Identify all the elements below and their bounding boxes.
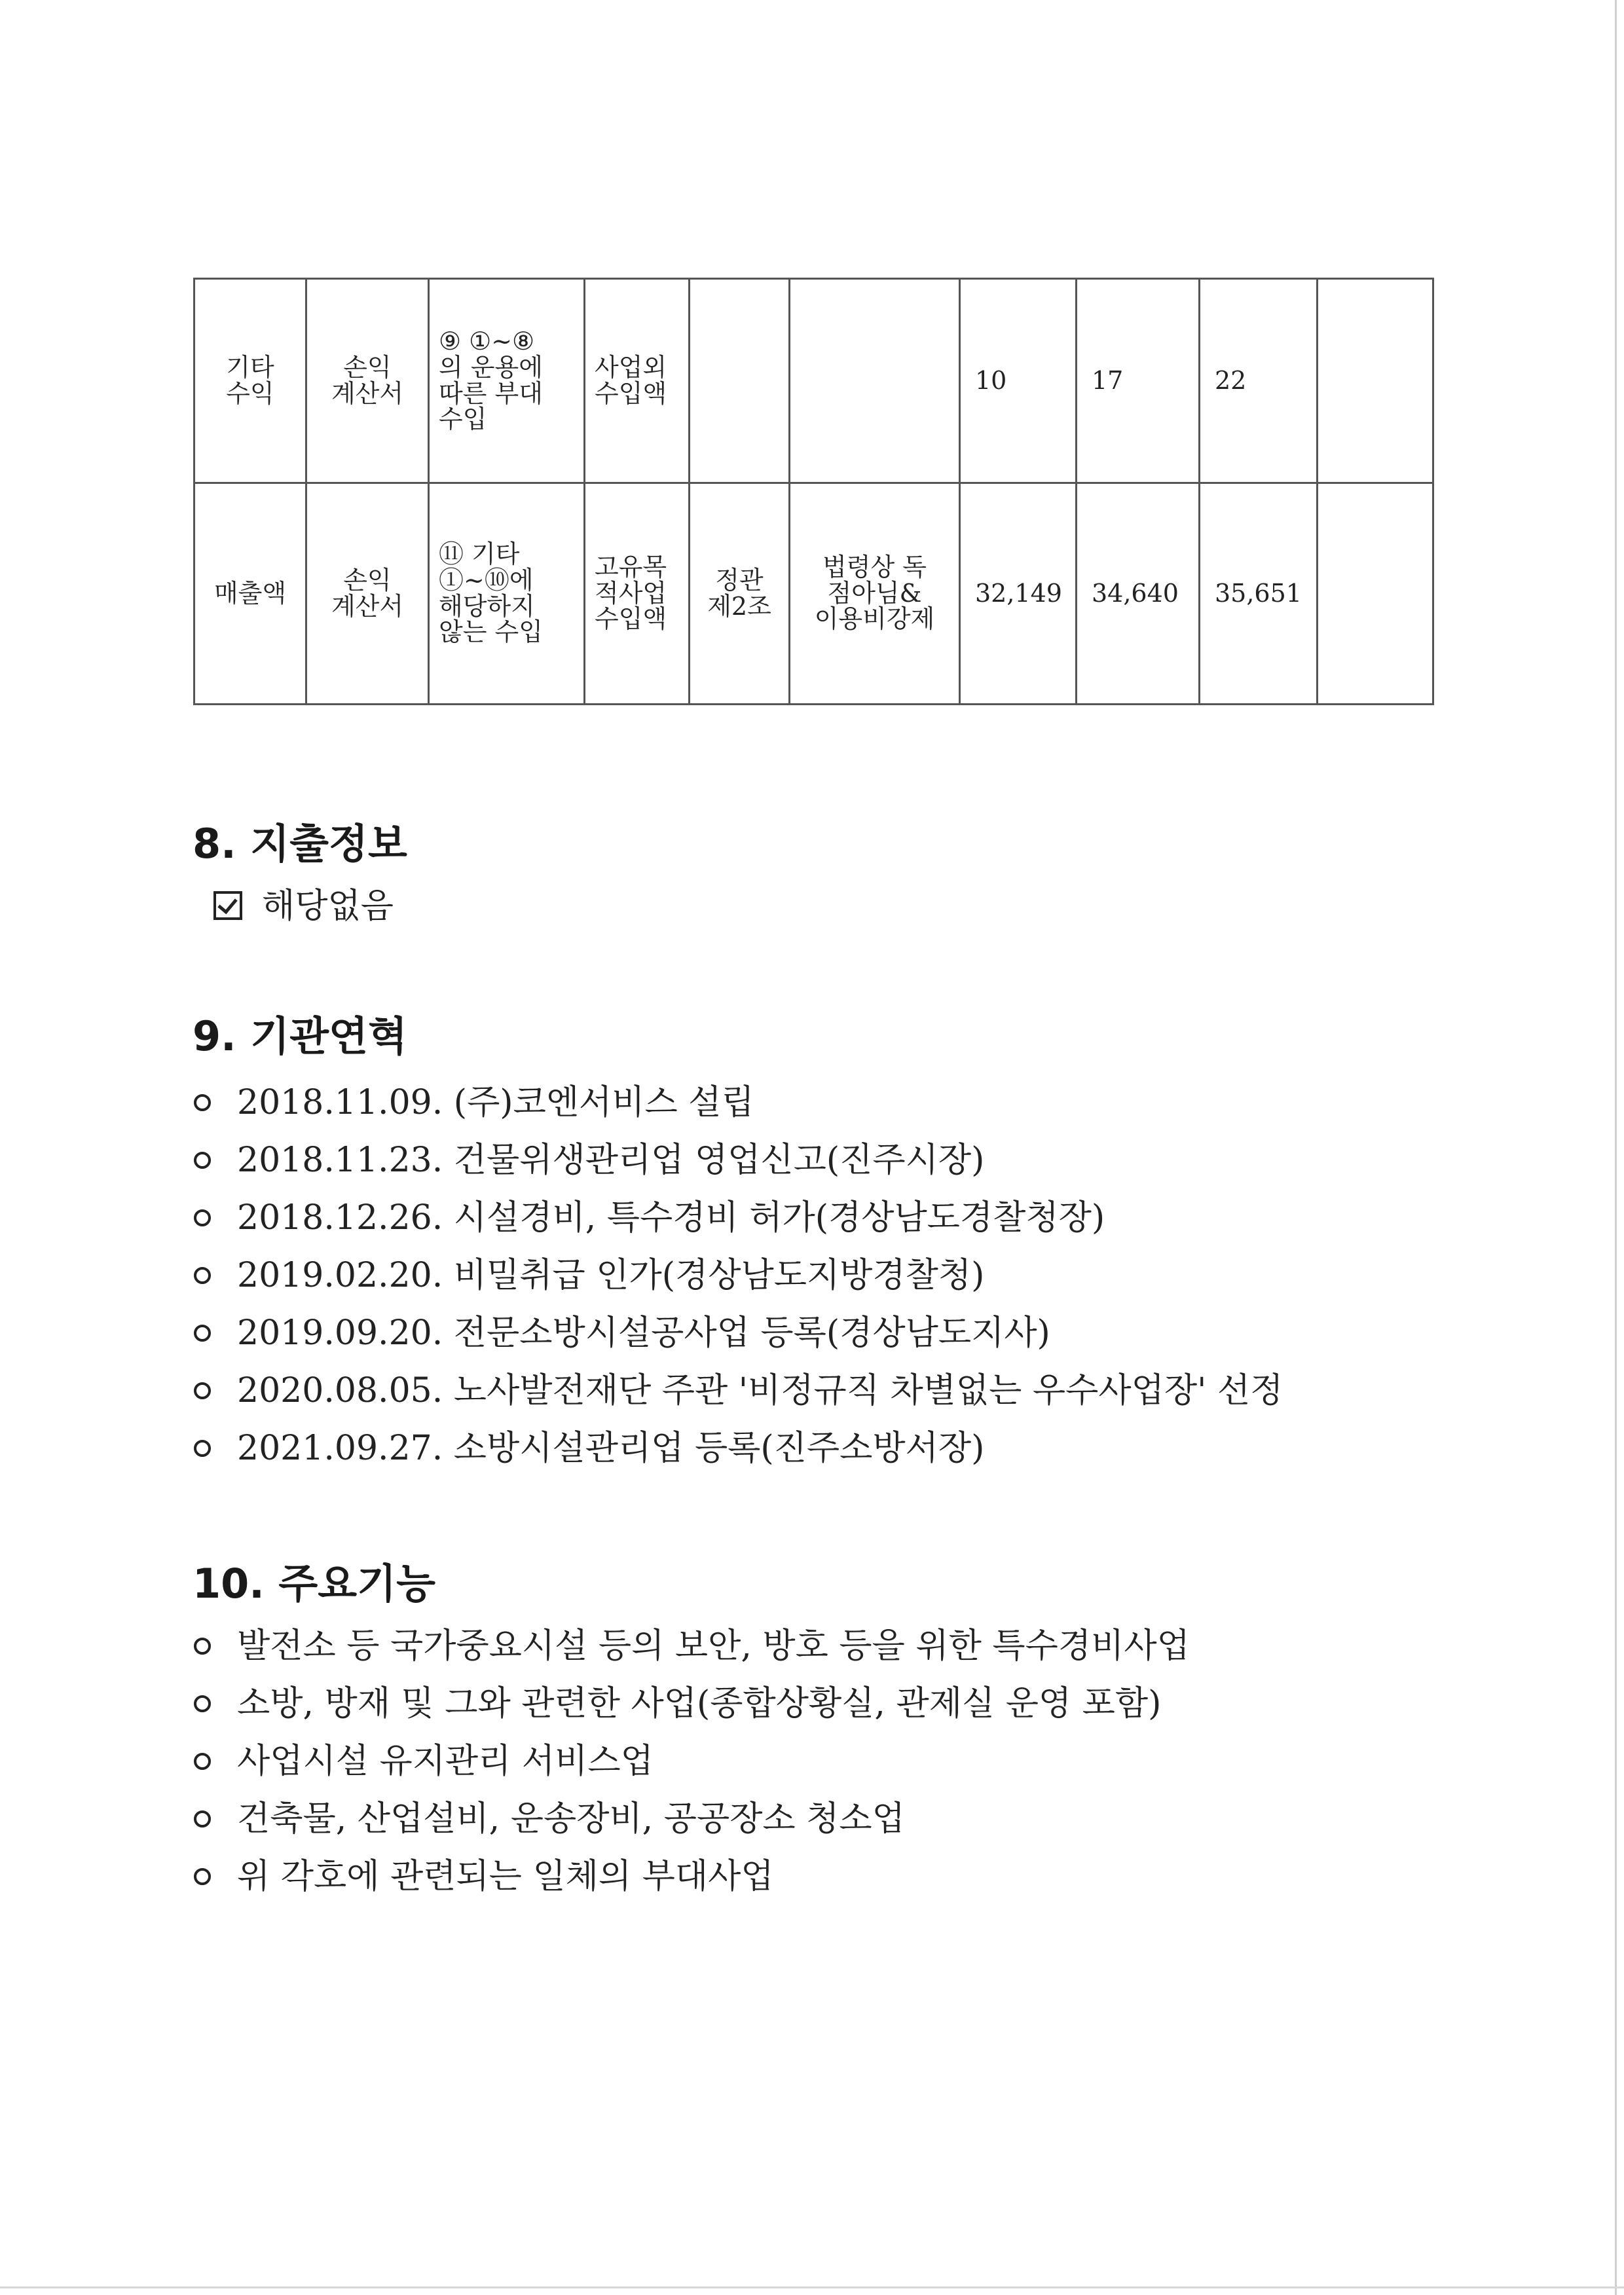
list-item (194, 1790, 1190, 1848)
not-applicable-line (213, 887, 394, 926)
list-item (194, 1733, 1190, 1790)
history-item-text: 2018.12.26. 시설경비, 특수경비 허가(경상남도경찰청장) (237, 1198, 1105, 1238)
revenue-table (193, 278, 1434, 705)
list-item (194, 1189, 1283, 1247)
expenditure-info-heading: 8. 지출정보 (193, 820, 407, 868)
table-row (194, 279, 1433, 483)
checked-box-icon (213, 891, 242, 920)
cell-basis (690, 279, 790, 483)
function-item-text: 사업시설 유지관리 서비스업 (237, 1742, 654, 1781)
cell-category: 매출액 (194, 483, 306, 705)
function-item-text: 소방, 방재 및 그와 관련한 사업(종합상황실, 관제실 운영 포함) (237, 1684, 1162, 1723)
circle-bullet-icon (194, 1382, 211, 1399)
circle-bullet-icon (194, 1325, 211, 1342)
circle-bullet-icon (194, 1152, 211, 1169)
function-item-text: 발전소 등 국가중요시설 등의 보안, 방호 등을 위한 특수경비사업 (237, 1626, 1190, 1666)
history-item-text: 2018.11.23. 건물위생관리업 영업신고(진주시장) (237, 1141, 985, 1180)
history-item-text: 2019.02.20. 비밀취급 인가(경상남도지방경찰청) (237, 1256, 985, 1295)
circle-bullet-icon (194, 1209, 211, 1226)
cell-note (790, 279, 960, 483)
circle-bullet-icon (194, 1868, 211, 1885)
page-edge-bottom (0, 2286, 1624, 2288)
cell-year3: 35,651 (1200, 483, 1318, 705)
list-item (194, 1848, 1190, 1905)
list-item (194, 1420, 1283, 1477)
cell-source: 손익 계산서 (306, 483, 429, 705)
circle-bullet-icon (194, 1267, 211, 1284)
history-item-text: 2019.09.20. 전문소방시설공사업 등록(경상남도지사) (237, 1313, 1050, 1353)
history-heading: 9. 기관연혁 (193, 1012, 407, 1060)
cell-year2: 17 (1077, 279, 1200, 483)
circle-bullet-icon (194, 1094, 211, 1111)
cell-extra (1318, 483, 1433, 705)
cell-basis: 정관 제2조 (690, 483, 790, 705)
cell-item: ⑨ ①~⑧ 의 운용에 따른 부대 수입 (429, 279, 585, 483)
history-list (194, 1074, 1283, 1477)
list-item (194, 1247, 1283, 1304)
circle-bullet-icon (194, 1440, 211, 1457)
circle-bullet-icon (194, 1810, 211, 1827)
cell-extra (1318, 279, 1433, 483)
cell-year1: 10 (960, 279, 1077, 483)
list-item (194, 1074, 1283, 1131)
list-item (194, 1617, 1190, 1675)
cell-note: 법령상 독 점아님& 이용비강제 (790, 483, 960, 705)
cell-source: 손익 계산서 (306, 279, 429, 483)
function-item-text: 건축물, 산업설비, 운송장비, 공공장소 청소업 (237, 1799, 905, 1839)
cell-year2: 34,640 (1077, 483, 1200, 705)
page-edge-right (1615, 0, 1617, 2295)
cell-year1: 32,149 (960, 483, 1077, 705)
circle-bullet-icon (194, 1695, 211, 1712)
not-applicable-label: 해당없음 (262, 887, 394, 926)
table-row (194, 483, 1433, 705)
cell-classification: 고유목 적사업 수입액 (585, 483, 690, 705)
main-functions-list (194, 1617, 1190, 1905)
list-item (194, 1362, 1283, 1420)
history-item-text: 2018.11.09. (주)코엔서비스 설립 (237, 1083, 754, 1122)
circle-bullet-icon (194, 1753, 211, 1770)
list-item (194, 1304, 1283, 1362)
function-item-text: 위 각호에 관련되는 일체의 부대사업 (237, 1857, 774, 1896)
list-item (194, 1131, 1283, 1189)
cell-classification: 사업외 수입액 (585, 279, 690, 483)
list-item (194, 1675, 1190, 1733)
history-item-text: 2021.09.27. 소방시설관리업 등록(진주소방서장) (237, 1429, 985, 1468)
main-functions-heading: 10. 주요기능 (193, 1560, 435, 1607)
history-item-text: 2020.08.05. 노사발전재단 주관 '비정규직 차별없는 우수사업장' 선정 (237, 1371, 1283, 1410)
circle-bullet-icon (194, 1638, 211, 1655)
cell-item: ⑪ 기타 ①~⑩에 해당하지 않는 수입 (429, 483, 585, 705)
cell-year3: 22 (1200, 279, 1318, 483)
cell-category: 기타 수익 (194, 279, 306, 483)
